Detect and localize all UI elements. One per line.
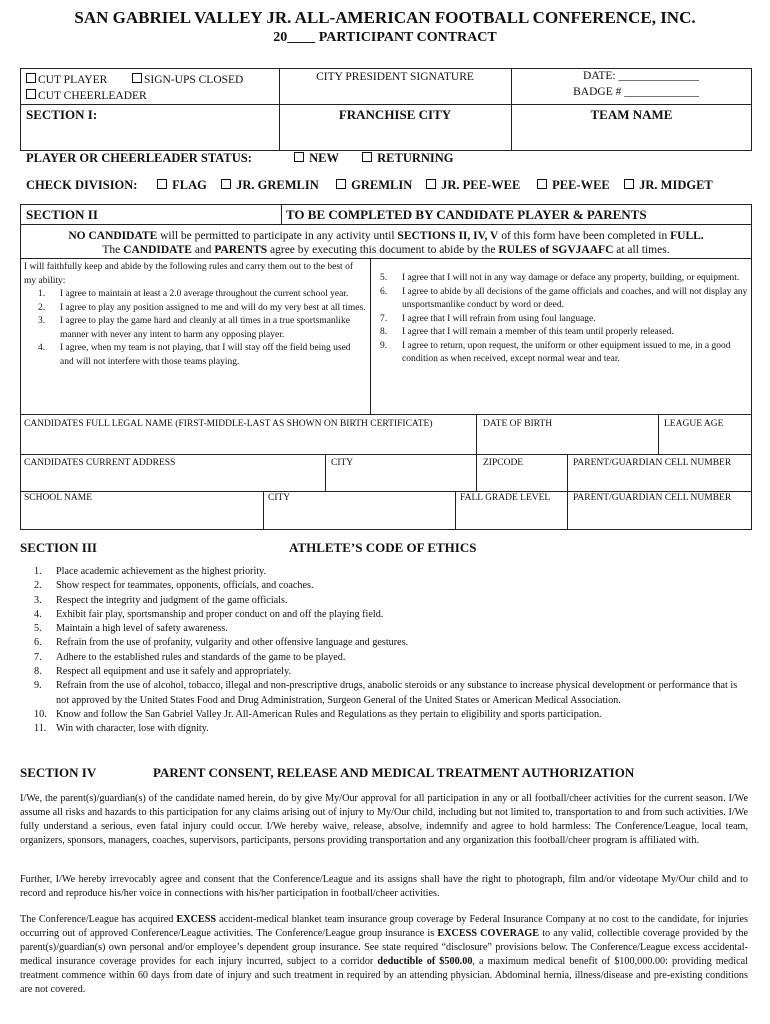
ethics-item bbox=[20, 651, 740, 665]
ethics-list bbox=[20, 565, 740, 737]
rule-item bbox=[24, 315, 366, 342]
flag-checkbox[interactable] bbox=[157, 179, 167, 189]
rule-item-text: I agree to play the game hard and cleanly at all times in a true sportsmanlike manner with never any intent to harm any opposing player. bbox=[60, 316, 350, 340]
dob-field[interactable]: DATE OF BIRTH bbox=[483, 419, 553, 429]
signups-closed-checkbox[interactable] bbox=[132, 73, 142, 83]
ethics-item-number: 3. bbox=[34, 594, 42, 606]
team-name-label: TEAM NAME bbox=[590, 107, 673, 122]
ethics-item-text: Place academic achievement as the highest priority. bbox=[56, 566, 267, 577]
section3-subtitle: ATHLETE’S CODE OF ETHICS bbox=[289, 540, 477, 555]
rule-item-number: 8. bbox=[380, 327, 388, 337]
cut-cheerleader-option[interactable]: CUT CHEERLEADER bbox=[26, 89, 147, 102]
cut-player-option[interactable]: CUT PLAYER bbox=[26, 73, 107, 86]
division-jr-peewee-option[interactable]: JR. PEE-WEE bbox=[426, 178, 520, 193]
rule-item-number: 9. bbox=[380, 340, 388, 351]
address-field[interactable]: CANDIDATES CURRENT ADDRESS bbox=[24, 458, 176, 468]
legal-name-field[interactable]: CANDIDATES FULL LEGAL NAME (FIRST-MIDDLE-LAST AS SHOWN ON BIRTH CERTIFICATE) bbox=[24, 419, 433, 429]
ethics-item bbox=[20, 608, 740, 622]
ethics-item-text: Refrain from the use of profanity, vulgarity and other offensive language and gestures. bbox=[56, 637, 409, 649]
signups-closed-option[interactable]: SIGN-UPS CLOSED bbox=[132, 73, 243, 86]
ethics-item bbox=[20, 565, 740, 579]
cut-player-checkbox[interactable] bbox=[26, 73, 36, 83]
ethics-item-number: 2. bbox=[34, 580, 42, 592]
parent-cell-field[interactable]: PARENT/GUARDIAN CELL NUMBER bbox=[573, 458, 732, 468]
rule-item-text: I agree that I will not in any way damage or deface any property, building, or equipment. bbox=[402, 273, 740, 283]
ethics-item-number: 11. bbox=[34, 723, 47, 735]
ethics-item-number: 4. bbox=[34, 608, 42, 620]
division-jr-midget-option[interactable]: JR. MIDGET bbox=[624, 178, 713, 193]
peewee-checkbox[interactable] bbox=[537, 179, 547, 189]
returning-checkbox[interactable] bbox=[362, 152, 372, 162]
jr-gremlin-checkbox[interactable] bbox=[221, 179, 231, 189]
rule-item-number: 3. bbox=[38, 316, 46, 326]
status-label: PLAYER OR CHEERLEADER STATUS: bbox=[26, 151, 252, 165]
rule-item bbox=[24, 342, 366, 369]
division-gremlin-option[interactable]: GREMLIN bbox=[336, 178, 412, 193]
division-label: CHECK DIVISION: bbox=[26, 178, 138, 192]
rule-item-text: I agree to play any position assigned to me and will do my very best at all times. bbox=[60, 302, 366, 313]
parent-cell-field-2[interactable]: PARENT/GUARDIAN CELL NUMBER bbox=[573, 493, 732, 503]
ethics-item-text: Know and follow the San Gabriel Valley Jr. All-American Rules and Regulations as they pertain to eligibility and sports participation. bbox=[56, 708, 602, 720]
league-age-field[interactable]: LEAGUE AGE bbox=[664, 419, 724, 429]
ethics-item bbox=[20, 708, 740, 722]
notice-line-2: The CANDIDATE and PARENTS agree by executing this document to abide by the RULES of SGVJAAFC at all times. bbox=[102, 244, 670, 256]
rule-item bbox=[366, 340, 748, 367]
ethics-item-text: Show respect for teammates, opponents, officials, and coaches. bbox=[56, 580, 314, 592]
date-field[interactable]: DATE: ______________ bbox=[583, 70, 699, 82]
section1-title: SECTION I: bbox=[26, 107, 98, 122]
ethics-item-number: 9. bbox=[34, 680, 42, 692]
jr-midget-checkbox[interactable] bbox=[624, 179, 634, 189]
rule-item bbox=[366, 272, 748, 286]
rule-item-text: I agree that I will remain a member of this team until properly released. bbox=[402, 327, 674, 337]
section3-title: SECTION III bbox=[20, 540, 97, 555]
contract-title: 20____ PARTICIPANT CONTRACT bbox=[273, 30, 497, 45]
ethics-item-text: Refrain from the use of alcohol, tobacco, illegal and non-prescriptive drugs, anabolic steroids or any substance to increase physical development or performance that is not approved by the United States Food and Drug Administration, Surgeon General of the United States or American Medical Association. bbox=[56, 680, 738, 706]
section4-title: SECTION IV bbox=[20, 765, 97, 780]
section4-subtitle: PARENT CONSENT, RELEASE AND MEDICAL TREATMENT AUTHORIZATION bbox=[153, 765, 635, 780]
rule-item-text: I agree to return, upon request, the uniform or other equipment issued to me, in a good condition as when received, except normal wear and tear. bbox=[402, 340, 731, 364]
section2-notice bbox=[20, 229, 752, 257]
fall-grade-field[interactable]: FALL GRADE LEVEL bbox=[460, 493, 551, 503]
rule-item bbox=[366, 326, 748, 340]
rule-item-text: I agree to maintain at least a 2.0 average throughout the current school year. bbox=[60, 289, 349, 299]
franchise-city-label: FRANCHISE CITY bbox=[338, 107, 452, 122]
rules-intro: I will faithfully keep and abide by the following rules and carry them out to the best of my ability: bbox=[24, 262, 353, 286]
school-name-field[interactable]: SCHOOL NAME bbox=[24, 493, 92, 503]
ethics-item bbox=[20, 665, 740, 679]
badge-field[interactable]: BADGE # _____________ bbox=[573, 86, 699, 98]
section2-title: SECTION II bbox=[26, 207, 98, 222]
school-city-field[interactable]: CITY bbox=[268, 493, 291, 503]
status-returning-option[interactable]: RETURNING bbox=[362, 151, 454, 166]
ethics-item bbox=[20, 636, 740, 650]
division-jr-gremlin-option[interactable]: JR. GREMLIN bbox=[221, 178, 319, 193]
rules-left-column bbox=[24, 261, 366, 369]
ethics-item bbox=[20, 622, 740, 636]
city-field[interactable]: CITY bbox=[331, 458, 354, 468]
section2-subtitle: TO BE COMPLETED BY CANDIDATE PLAYER & PARENTS bbox=[286, 207, 647, 222]
status-new-option[interactable]: NEW bbox=[294, 151, 339, 166]
division-flag-option[interactable]: FLAG bbox=[157, 178, 207, 193]
city-president-signature-label: CITY PRESIDENT SIGNATURE bbox=[316, 71, 474, 83]
rule-item-text: I agree that I will refrain from using foul language. bbox=[402, 313, 596, 324]
ethics-item-text: Maintain a high level of safety awareness. bbox=[56, 623, 228, 635]
notice-line-1: NO CANDIDATE will be permitted to participate in any activity until SECTIONS II, IV, V of this form have been completed in FULL. bbox=[68, 230, 704, 242]
rule-item bbox=[366, 286, 748, 313]
ethics-item-text: Exhibit fair play, sportsmanship and proper conduct on and off the playing field. bbox=[56, 608, 384, 620]
rule-item-number: 5. bbox=[380, 273, 388, 283]
ethics-item-number: 8. bbox=[34, 666, 42, 678]
ethics-item bbox=[20, 679, 740, 708]
ethics-item-text: Respect the integrity and judgment of the game officials. bbox=[56, 594, 288, 606]
rule-item bbox=[366, 313, 748, 327]
consent-paragraph: I/We, the parent(s)/guardian(s) of the candidate named herein, do by give My/Our approval for all participation in any or all football/cheer activities for the current season. I/We assume all risks and hazards to this participation for any claims arising out of injury to My/Our child, including but not limited to, transportation to and from such activities. I/We fully understand a serious, even fatal injury could occur. I/We hereby waive, release, absolve, indemnify and agree to hold harmless: The Conference/League, local team, organizers, sponsors, managers, coaches, supervisors, participants, persons providing transportation and any organization this football/cheer program is affiliated with. bbox=[20, 793, 748, 846]
rule-item-number: 2. bbox=[38, 302, 46, 313]
ethics-item-number: 1. bbox=[34, 566, 42, 577]
rule-item-number: 7. bbox=[380, 313, 388, 324]
new-checkbox[interactable] bbox=[294, 152, 304, 162]
cut-cheerleader-checkbox[interactable] bbox=[26, 89, 36, 99]
ethics-item bbox=[20, 579, 740, 593]
ethics-item-number: 5. bbox=[34, 623, 42, 635]
ethics-item-number: 10. bbox=[34, 708, 47, 720]
rule-item-number: 6. bbox=[380, 286, 388, 297]
ethics-item-text: Win with character, lose with dignity. bbox=[56, 723, 209, 735]
ethics-item bbox=[20, 722, 740, 736]
ethics-item-number: 7. bbox=[34, 651, 42, 663]
media-consent-paragraph: Further, I/We hereby irrevocably agree and consent that the Conference/League and its assigns shall have the right to photograph, film and/or videotape My/Our child and to record and reproduce his/her voice in connections with his/her participation in football/cheer activities. bbox=[20, 874, 748, 899]
rule-item bbox=[24, 288, 366, 302]
division-peewee-option[interactable]: PEE-WEE bbox=[537, 178, 610, 193]
gremlin-checkbox[interactable] bbox=[336, 179, 346, 189]
rule-item-text: I agree, when my team is not playing, that I will stay off the field being used and will not interfere with those teams playing. bbox=[60, 343, 351, 367]
rule-item-text: I agree to abide by all decisions of the game officials and coaches, and will not display any unsportsmanlike conduct by word or deed. bbox=[402, 286, 748, 310]
ethics-item bbox=[20, 594, 740, 608]
rule-item-number: 4. bbox=[38, 343, 46, 353]
org-title: SAN GABRIEL VALLEY JR. ALL-AMERICAN FOOTBALL CONFERENCE, INC. bbox=[74, 8, 696, 27]
insurance-paragraph: The Conference/League has acquired EXCESS accident-medical blanket team insurance group coverage by Federal Insurance Company at no cost to the candidate, for injuries occurring out of approved Conference/League activities. The Conference/League group insurance is EXCESS COVERAGE to any valid, collectible coverage provided by the parent(s)/guardian(s) own personal and/or employee’s dependent group insurance. See state required “disclosure” provisions below. The Conference/League excess accidental-medical insurance coverage provides for each injury incurred, subject to a corridor deductible of $500.00, a maximum medical benefit of $100,000.00: providing medical treatment commence within 60 days from date of injury and such treatment in required by an attending physician. Abdominal hernia, illness/disease and pre-existing conditions are not covered. bbox=[20, 914, 748, 995]
ethics-item-text: Adhere to the established rules and standards of the game to be played. bbox=[56, 651, 346, 663]
ethics-item-number: 6. bbox=[34, 637, 42, 649]
zipcode-field[interactable]: ZIPCODE bbox=[483, 458, 524, 468]
jr-peewee-checkbox[interactable] bbox=[426, 179, 436, 189]
rule-item-number: 1. bbox=[38, 289, 46, 299]
rules-right-column bbox=[380, 272, 748, 367]
ethics-item-text: Respect all equipment and use it safely and appropriately. bbox=[56, 666, 291, 678]
rule-item bbox=[24, 302, 366, 316]
